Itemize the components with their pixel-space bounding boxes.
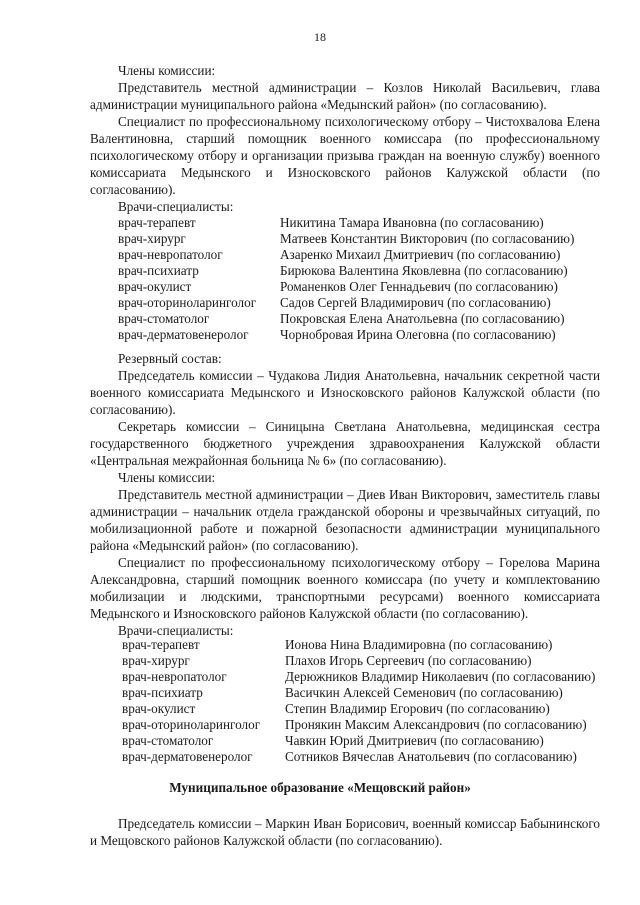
doctors-label: Врачи-специалисты: [118,199,234,214]
doctor-name: Ионова Нина Владимировна (по согласованию) [285,637,553,652]
doctor-role: врач-стоматолог [122,733,214,748]
reserve-secretary: Секретарь комиссии – Синицына Светлана Анатольевна, медицинская сестра государственного бюджетного учреждения здравоохранения Калужской области «Центральная межрайонная больница № 6» (по согласованию). [90,419,600,468]
reserve-doctor-row [122,685,595,701]
reserve-members-label: Члены комиссии: [118,470,216,485]
doctor-name: Никитина Тамара Ивановна (по согласованию) [280,215,544,230]
doctor-role: врач-невропатолог [122,669,227,684]
doctor-name: Бирюкова Валентина Яковлевна (по согласованию) [280,263,568,278]
doctor-name: Дерюжников Владимир Николаевич (по согласованию) [285,669,596,684]
reserve-doctors-list [122,637,595,765]
reserve-doctor-row [122,701,595,717]
doctor-name: Пронякин Максим Александрович (по согласованию) [285,717,587,732]
doctor-row [118,327,574,343]
reserve-psych-specialist: Специалист по профессиональному психологическому отбору – Горелова Марина Александровна, старший помощник военного комиссара (по учету и комплектованию мобилизации и людскими, транспортными ресурсами) военного комиссариата Медынского и Износковского районов Калужской области (по согласованию). [90,555,600,621]
reserve-doctor-row [122,749,595,765]
doctor-role: врач-хирург [122,653,190,668]
members-label: Члены комиссии: [118,63,216,78]
doctor-role: врач-терапевт [118,215,196,230]
doctor-role: врач-психиатр [118,263,199,278]
doctor-row [118,215,574,231]
doctor-name: Романенков Олег Геннадьевич (по согласованию) [280,279,558,294]
doctor-row [118,247,574,263]
reserve-doctors-label: Врачи-специалисты: [118,623,234,638]
doctor-name: Чорнобровая Ирина Олеговна (по согласованию) [280,327,556,342]
doctor-role: врач-невропатолог [118,247,223,262]
meshchovsky-block [90,815,600,849]
reserve-doctor-row [122,653,595,669]
reserve-label: Резервный состав: [118,351,222,366]
doctor-role: врач-стоматолог [118,311,210,326]
doctor-role: врач-психиатр [122,685,203,700]
doctor-row [118,311,574,327]
doctor-role: врач-терапевт [122,637,200,652]
doctor-name: Садов Сергей Владимирович (по согласованию) [280,295,551,310]
meshchovsky-chairman: Председатель комиссии – Маркин Иван Борисович, военный комиссар Бабынинского и Мещовского районов Калужской области (по согласованию). [90,816,600,848]
reserve-block [90,350,600,639]
reserve-chairman: Председатель комиссии – Чудакова Лидия Анатольевна, начальник секретной части военного комиссариата Медынского и Износковского районов Калужской области (по согласованию). [90,368,600,417]
local-admin-rep: Представитель местной администрации – Козлов Николай Васильевич, глава администрации муниципального района «Медынский район» (по согласованию). [90,80,600,112]
doctor-row [118,231,574,247]
reserve-local-admin-rep: Представитель местной администрации – Диев Иван Викторович, заместитель главы администрации – начальник отдела гражданской обороны и чрезвычайных ситуаций, по мобилизационной работе и пожарной безопасности администрации муниципального района «Медынский район» (по согласованию). [90,487,600,553]
doctor-role: врач-оториноларинголог [122,717,261,732]
reserve-doctor-row [122,637,595,653]
page-number: 18 [314,30,326,44]
doctor-role: врач-дерматовенеролог [118,327,249,342]
doctor-name: Азаренко Михаил Дмитриевич (по согласованию) [280,247,561,262]
doctor-role: врач-хирург [118,231,186,246]
doctor-name: Сотников Вячеслав Анатольевич (по согласованию) [285,749,577,764]
members-block [90,62,600,215]
doctor-name: Матвеев Константин Викторович (по согласованию) [280,231,575,246]
reserve-doctor-row [122,717,595,733]
municipality-header: Муниципальное образование «Мещовский район» [169,780,471,795]
doctor-role: врач-оториноларинголог [118,295,257,310]
doctor-row [118,263,574,279]
reserve-doctor-row [122,669,595,685]
doctor-role: врач-окулист [118,279,192,294]
doctor-name: Васичкин Алексей Семенович (по согласованию) [285,685,563,700]
doctor-role: врач-окулист [122,701,196,716]
doctors-list [118,215,574,343]
doctor-row [118,295,574,311]
doctor-name: Плахов Игорь Сергеевич (по согласованию) [285,653,532,668]
reserve-doctor-row [122,733,595,749]
doctor-name: Чавкин Юрий Дмитриевич (по согласованию) [285,733,544,748]
doctor-role: врач-дерматовенеролог [122,749,253,764]
doctor-name: Покровская Елена Анатольевна (по согласованию) [280,311,565,326]
doctor-row [118,279,574,295]
doctor-name: Степин Владимир Егорович (по согласованию) [285,701,550,716]
psych-specialist: Специалист по профессиональному психологическому отбору – Чистохвалова Елена Валентиновна, старший помощник военного комиссара (по профессиональному психологическому отбору и организации призыва граждан на военную службу) военного комиссариата Медынского и Износковского районов Калужской области (по согласованию). [90,114,600,197]
